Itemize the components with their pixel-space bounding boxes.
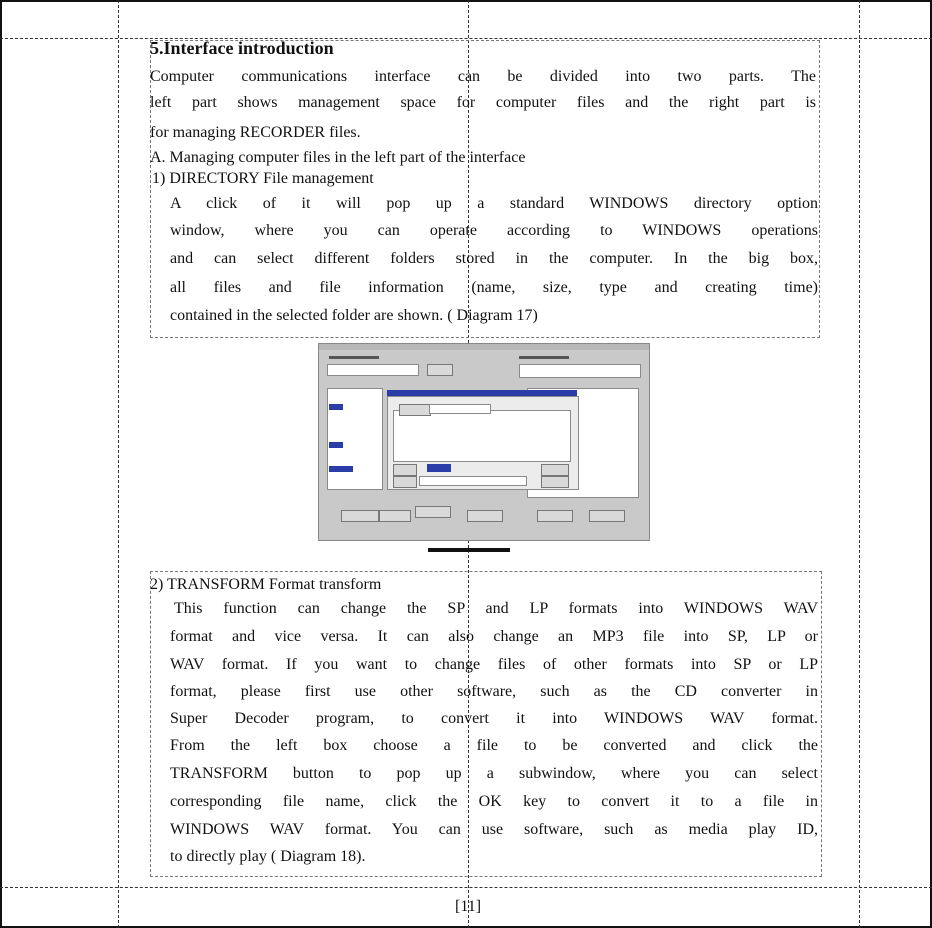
item2-line: Super Decoder program, to convert it into WINDOWS WAV format. xyxy=(170,710,818,727)
item1-line: and can select different folders stored in the computer. In the big box, xyxy=(170,250,818,267)
bottom-guide-line xyxy=(0,887,932,888)
page-number: [11] xyxy=(455,898,482,915)
diagram-17-screenshot xyxy=(318,343,650,541)
top-guide-line xyxy=(0,38,932,39)
item1-line: contained in the selected folder are shown. ( Diagram 17) xyxy=(170,307,538,324)
left-guide-line xyxy=(118,0,119,928)
section-title: 5.Interface introduction xyxy=(150,38,334,58)
item2-line: This function can change the SP and LP formats into WINDOWS WAV xyxy=(174,600,818,617)
intro-line: left part shows management space for computer files and the right part is xyxy=(150,94,816,111)
item2-line: WAV format. If you want to change files of other formats into SP or LP xyxy=(170,656,818,673)
item1-line: all files and file information (name, size, type and creating time) xyxy=(170,279,818,296)
subsection-heading: A. Managing computer files in the left part of the interface xyxy=(150,149,526,166)
right-guide-line xyxy=(859,0,860,928)
intro-line: Computer communications interface can be divided into two parts. The xyxy=(150,68,816,85)
item2-line: TRANSFORM button to pop up a subwindow, where you can select xyxy=(170,765,818,782)
item1-line: window, where you can operate according to WINDOWS operations xyxy=(170,222,818,239)
separator-bar xyxy=(428,548,510,552)
item2-line: format and vice versa. It can also change an MP3 file into SP, LP or xyxy=(170,628,818,645)
item2-line: format, please first use other software, such as the CD converter in xyxy=(170,683,818,700)
item2-line: WINDOWS WAV format. You can use software, such as media play ID, xyxy=(170,821,818,838)
item2-line: corresponding file name, click the OK key to convert it to a file in xyxy=(170,793,818,810)
item2-line: From the left box choose a file to be converted and click the xyxy=(170,737,818,754)
item1-line: A click of it will pop up a standard WINDOWS directory option xyxy=(170,195,818,212)
item1-heading: 1) DIRECTORY File management xyxy=(152,170,374,187)
item2-heading: 2) TRANSFORM Format transform xyxy=(150,576,382,593)
item2-line: to directly play ( Diagram 18). xyxy=(170,848,366,865)
intro-line: for managing RECORDER files. xyxy=(150,124,361,141)
